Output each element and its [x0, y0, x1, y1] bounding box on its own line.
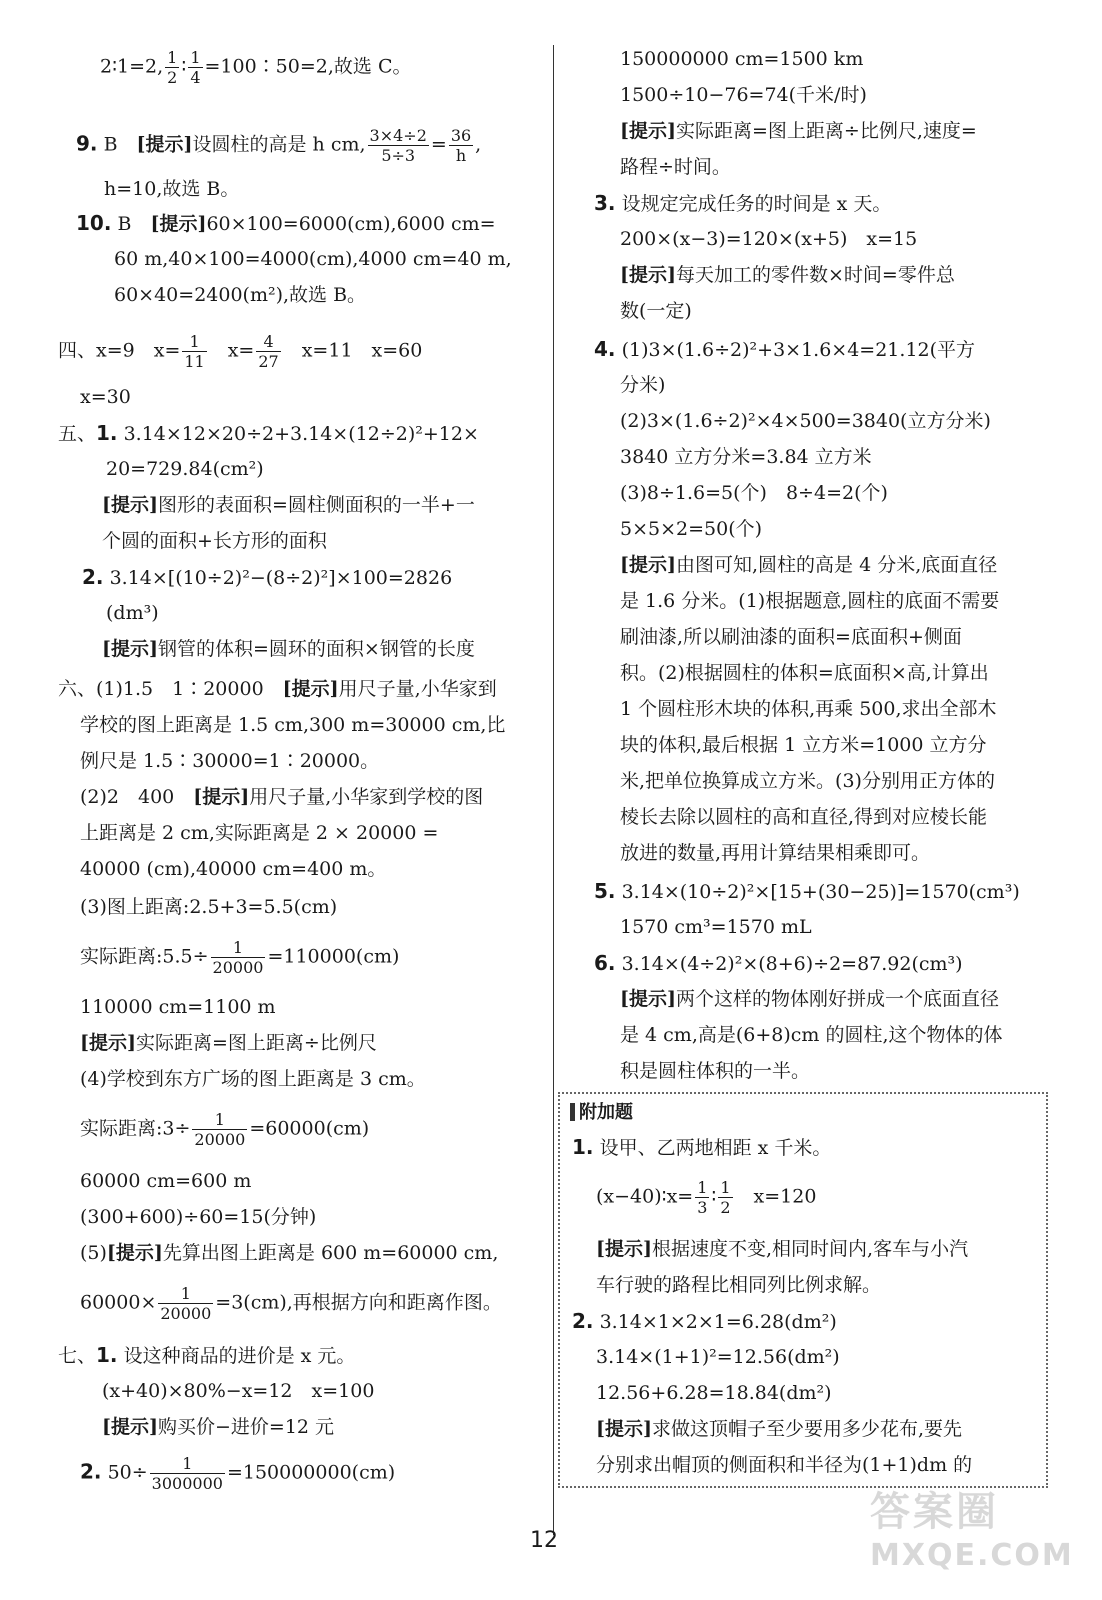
right-line6: 200×(x−3)=120×(x+5) x=15 — [620, 228, 918, 250]
fraction: $\frac{3\times 4\div 2}{5\div 3}$ — [369, 126, 427, 165]
fraction: $\frac{1}{3000000}$ — [151, 1454, 223, 1493]
right-hint4: [提示]两个这样的物体刚好拼成一个底面直径 — [620, 988, 999, 1010]
fraction: $\frac{1}{20000}$ — [212, 938, 264, 977]
section-6-line2: 学校的图上距离是 1.5 cm,300 m=30000 cm,比 — [80, 714, 506, 736]
section-6-part5: (5)[提示]先算出图上距离是 600 m=60000 cm, — [80, 1242, 499, 1264]
appendix-title: 附加题 — [570, 1098, 633, 1124]
hint-label: [提示] — [620, 120, 676, 142]
right-line13: (3)8÷1.6=5(个) 8÷4=2(个) — [620, 482, 888, 504]
section-7-hint: [提示]购买价−进价=12 元 — [102, 1416, 335, 1438]
question-10-line2: 60 m,40×100=4000(cm),4000 cm=40 m, — [114, 248, 512, 270]
section-6-line11: (4)学校到东方广场的图上距离是 3 cm。 — [80, 1068, 426, 1090]
right-line20: 块的体积,最后根据 1 立方米=1000 立方分 — [620, 734, 987, 756]
section-6-part2: (2)2 400 [提示]用尺子量,小华家到学校的图 — [80, 786, 484, 808]
fraction: $\frac{1}{3}$ — [697, 1178, 708, 1217]
appendix-line9: 分别求出帽顶的侧面积和半径为(1+1)dm 的 — [596, 1454, 973, 1476]
question-number: 2. — [572, 1309, 594, 1333]
question-9: 9. B [提示]设圆柱的高是 h cm, $\frac{3\times 4\div 2}{5\div 3}$ = $\frac{36}{h}$ , — [76, 126, 482, 165]
appendix-q1: 1. 设甲、乙两地相距 x 千米。 — [572, 1135, 832, 1159]
appendix-line2: (x−40)∶x= $\frac{1}{3}$ ∶ $\frac{1}{2}$ x=120 — [596, 1178, 817, 1217]
appendix-hint2: [提示]求做这顶帽子至少要用多少花布,要先 — [596, 1418, 963, 1440]
question-number: 3. — [594, 191, 616, 215]
fraction: $\frac{1}{4}$ — [190, 48, 201, 87]
right-line2: 1500÷10−76=74(千米/时) — [620, 84, 867, 106]
section-5-hint1: [提示]图形的表面积=圆柱侧面积的一半+一 — [102, 494, 475, 516]
appendix-line6: 3.14×(1+1)²=12.56(dm²) — [596, 1346, 840, 1368]
fraction: $\frac{1}{20000}$ — [194, 1110, 246, 1149]
section-6: 六、(1)1.5 1∶20000 [提示]用尺子量,小华家到 — [58, 678, 497, 700]
appendix-line4: 车行驶的路程比相同列比例求解。 — [596, 1274, 882, 1296]
section-7-line2: (x+40)×80%−x=12 x=100 — [102, 1380, 375, 1402]
right-question-6: 6. 3.14×(4÷2)²×(8+6)÷2=87.92(cm³) — [594, 951, 963, 975]
hint-label: [提示] — [80, 1032, 136, 1054]
right-hint1: [提示]实际距离=图上距离÷比例尺,速度= — [620, 120, 977, 142]
appendix-hint1: [提示]根据速度不变,相同时间内,客车与小汽 — [596, 1238, 969, 1260]
right-line18: 积。(2)根据圆柱的体积=底面积×高,计算出 — [620, 662, 989, 684]
section-6-line8: 实际距离:5.5÷ $\frac{1}{20000}$ =110000(cm) — [80, 938, 400, 977]
right-line23: 放进的数量,再用计算结果相乘即可。 — [620, 842, 931, 864]
right-line22: 棱长去除以圆柱的高和直径,得到对应棱长能 — [620, 806, 988, 828]
right-line8: 数(一定) — [620, 300, 692, 322]
section-5-hint2: [提示]钢管的体积=圆环的面积×钢管的长度 — [102, 638, 475, 660]
question-number: 1. — [96, 1343, 118, 1367]
right-line17: 刷油漆,所以刷油漆的面积=底面积+侧面 — [620, 626, 962, 648]
section-7-q2: 2. 50÷ $\frac{1}{3000000}$ =150000000(cm) — [80, 1454, 396, 1493]
question-number: 5. — [594, 879, 616, 903]
appendix-line7: 12.56+6.28=18.84(dm²) — [596, 1382, 832, 1404]
right-line19: 1 个圆柱形木块的体积,再乘 500,求出全部木 — [620, 698, 997, 720]
hint-label: [提示] — [282, 678, 339, 700]
section-4: 四、x=9 x= $\frac{1}{11}$ x= $\frac{4}{27}$ x=11 x=60 — [58, 332, 423, 371]
hint-label: [提示] — [102, 638, 158, 660]
section-6-line12: 实际距离:3÷ $\frac{1}{20000}$ =60000(cm) — [80, 1110, 370, 1149]
question-10-line3: 60×40=2400(m²),故选 B。 — [114, 284, 367, 306]
question-number: 1. — [96, 421, 118, 445]
section-4-line2: x=30 — [80, 386, 131, 408]
appendix-box — [558, 1092, 1048, 1488]
hint-label: [提示] — [102, 494, 158, 516]
question-number: 6. — [594, 951, 616, 975]
section-6-line13: 60000 cm=600 m — [80, 1170, 252, 1192]
section-6-line9: 110000 cm=1100 m — [80, 996, 276, 1018]
question-number: 4. — [594, 337, 616, 361]
right-line28: 是 4 cm,高是(6+8)cm 的圆柱,这个物体的体 — [620, 1024, 1003, 1046]
line-ratio-c: 2∶1=2, $\frac{1}{2}$ ∶ $\frac{1}{4}$ =100∶50=2,故选 C。 — [100, 48, 412, 87]
right-question-4: 4. (1)3×(1.6÷2)²+3×1.6×4=21.12(平方 — [594, 337, 976, 361]
column-divider — [553, 45, 554, 1535]
right-question-3: 3. 设规定完成任务的时间是 x 天。 — [594, 191, 892, 215]
right-line16: 是 1.6 分米。(1)根据题意,圆柱的底面不需要 — [620, 590, 1000, 612]
appendix-q2: 2. 3.14×1×2×1=6.28(dm²) — [572, 1309, 837, 1333]
right-line12: 3840 立方分米=3.84 立方米 — [620, 446, 872, 468]
appendix-marker-icon — [570, 1103, 575, 1121]
hint-label: [提示] — [596, 1418, 652, 1440]
hint-label: [提示] — [620, 554, 676, 576]
hint-label: [提示] — [150, 213, 207, 235]
section-6-line6: 40000 (cm),40000 cm=400 m。 — [80, 858, 387, 880]
watermark-logo — [870, 1490, 1074, 1578]
hint-label: [提示] — [596, 1238, 652, 1260]
question-number: 2. — [82, 565, 104, 589]
section-6-hint3: [提示]实际距离=图上距离÷比例尺 — [80, 1032, 377, 1054]
fraction: $\frac{1}{11}$ — [184, 332, 205, 371]
watermark-text-bottom: MXQE.COM — [870, 1538, 1074, 1573]
fraction: $\frac{36}{h}$ — [450, 126, 472, 165]
page-number: 12 — [530, 1528, 558, 1553]
section-5-q1: 五、1. 3.14×12×20÷2+3.14×(12÷2)²+12× — [58, 421, 479, 445]
section-6-line16: 60000× $\frac{1}{20000}$ =3(cm),再根据方向和距离作图。 — [80, 1284, 502, 1323]
right-line4: 路程÷时间。 — [620, 156, 731, 178]
right-line1: 150000000 cm=1500 km — [620, 48, 864, 70]
hint-label: [提示] — [106, 1242, 163, 1264]
hint-label: [提示] — [620, 264, 676, 286]
question-number: 10. — [76, 211, 112, 235]
section-7-q1: 七、1. 设这种商品的进价是 x 元。 — [58, 1343, 356, 1367]
section-5-line4: 个圆的面积+长方形的面积 — [102, 530, 327, 552]
question-9-line2: h=10,故选 B。 — [104, 178, 240, 200]
hint-label: [提示] — [102, 1416, 158, 1438]
fraction: $\frac{4}{27}$ — [258, 332, 279, 371]
question-10: 10. B [提示]60×100=6000(cm),6000 cm= — [76, 211, 496, 235]
fraction: $\frac{1}{2}$ — [167, 48, 178, 87]
question-number: 1. — [572, 1135, 594, 1159]
hint-label: [提示] — [136, 133, 193, 156]
section-5-line2: 20=729.84(cm²) — [106, 458, 264, 480]
right-question-5: 5. 3.14×(10÷2)²×[15+(30−25)]=1570(cm³) — [594, 879, 1020, 903]
section-5-line6: (dm³) — [106, 602, 159, 624]
right-hint3: [提示]由图可知,圆柱的高是 4 分米,底面直径 — [620, 554, 998, 576]
section-6-line7: (3)图上距离:2.5+3=5.5(cm) — [80, 896, 338, 918]
right-hint2: [提示]每天加工的零件数×时间=零件总 — [620, 264, 955, 286]
hint-label: [提示] — [193, 786, 250, 808]
fraction: $\frac{1}{20000}$ — [160, 1284, 212, 1323]
question-number: 9. — [76, 131, 98, 156]
fraction: $\frac{1}{2}$ — [720, 1178, 731, 1217]
section-6-line3: 例尺是 1.5∶30000=1∶20000。 — [80, 750, 380, 772]
right-line14: 5×5×2=50(个) — [620, 518, 763, 540]
right-line29: 积是圆柱体积的一半。 — [620, 1060, 811, 1082]
right-line25: 1570 cm³=1570 mL — [620, 916, 812, 938]
hint-label: [提示] — [620, 988, 676, 1010]
question-number: 2. — [80, 1459, 102, 1484]
watermark-text-top: 答案圈 — [870, 1489, 999, 1535]
right-line11: (2)3×(1.6÷2)²×4×500=3840(立方分米) — [620, 410, 991, 432]
section-5-q2: 2. 3.14×[(10÷2)²−(8÷2)²]×100=2826 — [82, 565, 453, 589]
right-line21: 米,把单位换算成立方米。(3)分别用正方体的 — [620, 770, 995, 792]
section-6-line5: 上距离是 2 cm,实际距离是 2 × 20000 = — [80, 822, 439, 844]
section-6-line14: (300+600)÷60=15(分钟) — [80, 1206, 317, 1228]
right-line10: 分米) — [620, 374, 666, 396]
